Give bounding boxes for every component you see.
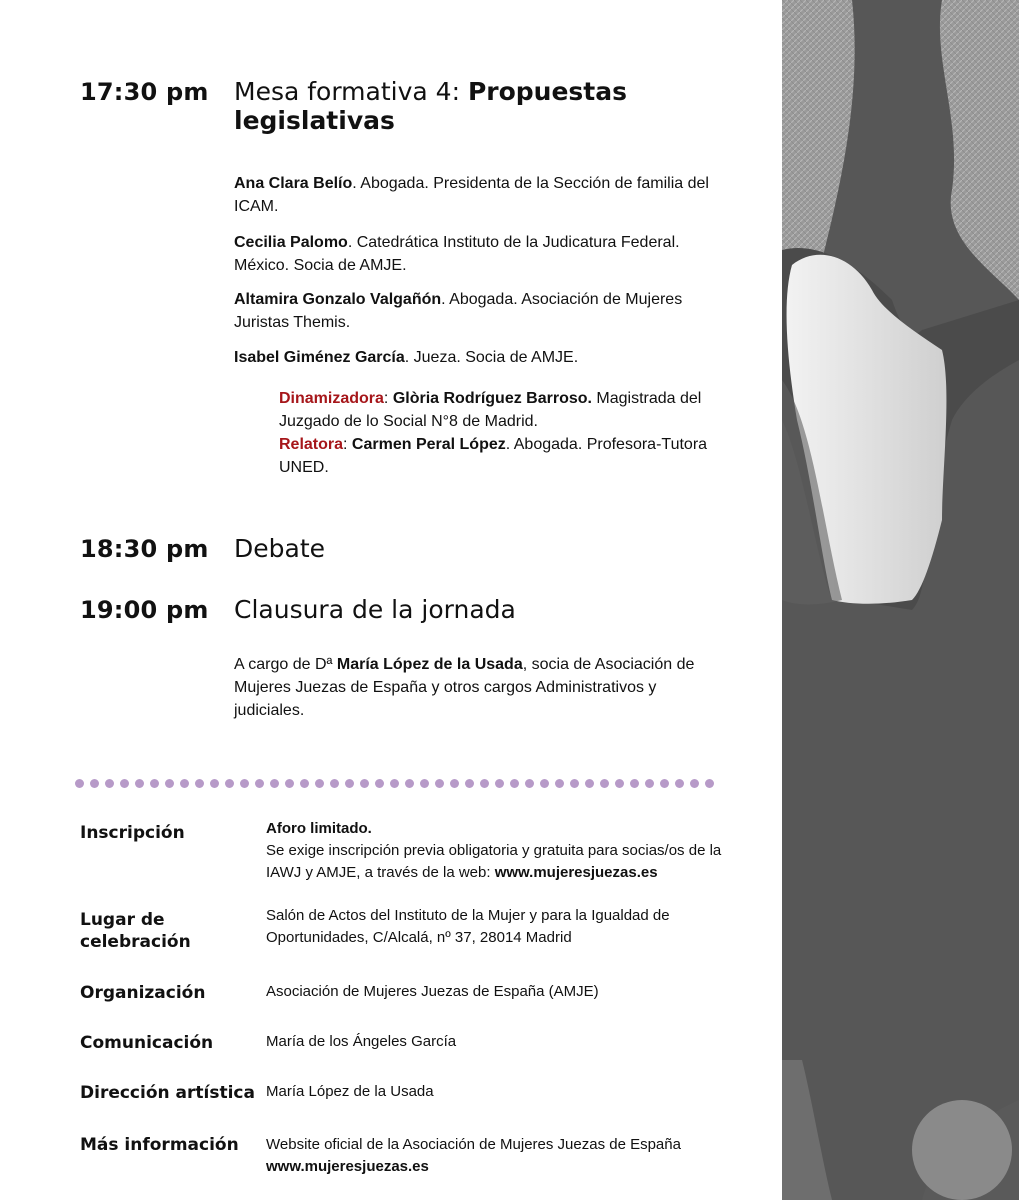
speaker-name: Isabel Giménez García (234, 349, 405, 366)
divider-dot (165, 779, 174, 788)
label-comunicacion: Comunicación (80, 1033, 214, 1053)
clausura-text-post: , socia de Asociación de Mujeres Juezas de España y otros cargos Administrativos y judiciales. (234, 656, 695, 719)
divider-dot (660, 779, 669, 788)
speaker-item (234, 172, 734, 218)
speaker-desc: . Catedrática Instituto de la Judicatura Federal. México. Socia de AMJE. (234, 234, 680, 274)
divider-dot (525, 779, 534, 788)
value-comunicacion: María de los Ángeles García (266, 1033, 457, 1050)
clausura-text-pre: A cargo de Dª (234, 656, 337, 673)
relatora-line (279, 433, 739, 479)
debate-time: 18:30 pm (80, 535, 209, 563)
session-time: 17:30 pm (80, 78, 209, 106)
divider-dot (690, 779, 699, 788)
relatora-name: Carmen Peral López (351, 436, 506, 453)
separator: : (383, 390, 393, 407)
value-organizacion: Asociación de Mujeres Juezas de España (AMJE) (266, 983, 599, 1000)
session-title (234, 77, 782, 135)
divider-dot (90, 779, 99, 788)
divider-dot (480, 779, 489, 788)
divider-dot (435, 779, 444, 788)
dinamizadora-line (279, 387, 739, 433)
divider-dot (300, 779, 309, 788)
divider-dot (285, 779, 294, 788)
value-inscripcion (266, 818, 736, 884)
mas-informacion-web-link[interactable]: www.mujeresjuezas.es (266, 1158, 429, 1175)
divider-dot (375, 779, 384, 788)
speaker-item (234, 346, 734, 369)
session-title-bold: Propuestas legislativas (234, 77, 627, 135)
dinamizadora-desc: Magistrada del Juzgado de lo Social N°8 de Madrid. (279, 390, 702, 430)
divider-dot (180, 779, 189, 788)
divider-dot (555, 779, 564, 788)
divider-dot (270, 779, 279, 788)
speaker-item (234, 288, 734, 334)
inscripcion-text: Se exige inscripción previa obligatoria y gratuita para socias/os de la IAWJ y AMJE, a través de la web: (266, 842, 722, 881)
divider-dot (210, 779, 219, 788)
clausura-title: Clausura de la jornada (234, 595, 516, 624)
divider-dot (540, 779, 549, 788)
speaker-desc: . Abogada. Asociación de Mujeres Juristas Themis. (234, 291, 683, 331)
divider-dot (420, 779, 429, 788)
divider-dot (645, 779, 654, 788)
divider-dot (225, 779, 234, 788)
divider-dot (675, 779, 684, 788)
divider-dot (240, 779, 249, 788)
divider-dot (465, 779, 474, 788)
divider-dot (570, 779, 579, 788)
clausura-host: María López de la Usada (336, 656, 523, 673)
clausura-text (234, 653, 724, 722)
divider-dot (630, 779, 639, 788)
divider-dot (195, 779, 204, 788)
dotted-divider (75, 779, 717, 791)
divider-dot (75, 779, 84, 788)
speaker-name: Altamira Gonzalo Valgañón (234, 291, 442, 308)
speaker-desc: . Abogada. Presidenta de la Sección de familia del ICAM. (234, 175, 709, 215)
divider-dot (360, 779, 369, 788)
label-direccion: Dirección artística (80, 1083, 255, 1103)
mas-informacion-text: Website oficial de la Asociación de Mujeres Juezas de España (266, 1136, 681, 1153)
value-lugar: Salón de Actos del Instituto de la Mujer y para la Igualdad de Oportunidades, C/Alcalá, nº 37, 28014 Madrid (266, 907, 670, 946)
divider-dot (255, 779, 264, 788)
divider-dot (585, 779, 594, 788)
divider-dot (705, 779, 714, 788)
divider-dot (150, 779, 159, 788)
divider-dot (405, 779, 414, 788)
debate-title: Debate (234, 534, 326, 563)
label-organizacion: Organización (80, 983, 206, 1003)
decorative-side-illustration (782, 0, 1019, 1200)
clausura-time: 19:00 pm (80, 596, 209, 624)
dinamizadora-role: Dinamizadora (279, 390, 384, 407)
label-lugar: Lugar de celebración (80, 910, 191, 952)
divider-dot (390, 779, 399, 788)
divider-dot (315, 779, 324, 788)
divider-dot (600, 779, 609, 788)
speaker-name: Cecilia Palomo (234, 234, 348, 251)
aforo-text: Aforo limitado. (266, 820, 372, 837)
relatora-role: Relatora (279, 436, 344, 453)
moderators-block (279, 387, 739, 479)
divider-dot (615, 779, 624, 788)
inscripcion-web-link[interactable]: www.mujeresjuezas.es (494, 864, 658, 881)
label-inscripcion: Inscripción (80, 823, 185, 843)
speaker-name: Ana Clara Belío (234, 175, 353, 192)
relatora-desc: . Abogada. Profesora-Tutora UNED. (279, 436, 708, 476)
divider-dot (495, 779, 504, 788)
divider-dot (120, 779, 129, 788)
divider-dot (345, 779, 354, 788)
divider-dot (105, 779, 114, 788)
divider-dot (330, 779, 339, 788)
speaker-item (234, 231, 734, 277)
value-mas-informacion (266, 1134, 736, 1178)
divider-dot (450, 779, 459, 788)
speaker-desc: . Jueza. Socia de AMJE. (404, 349, 579, 366)
value-direccion: María López de la Usada (266, 1083, 434, 1100)
label-mas-informacion: Más información (80, 1135, 239, 1155)
divider-dot (135, 779, 144, 788)
dinamizadora-name: Glòria Rodríguez Barroso. (392, 390, 592, 407)
session-title-prefix: Mesa formativa 4: (234, 77, 468, 106)
divider-dot (510, 779, 519, 788)
separator: : (343, 436, 352, 453)
